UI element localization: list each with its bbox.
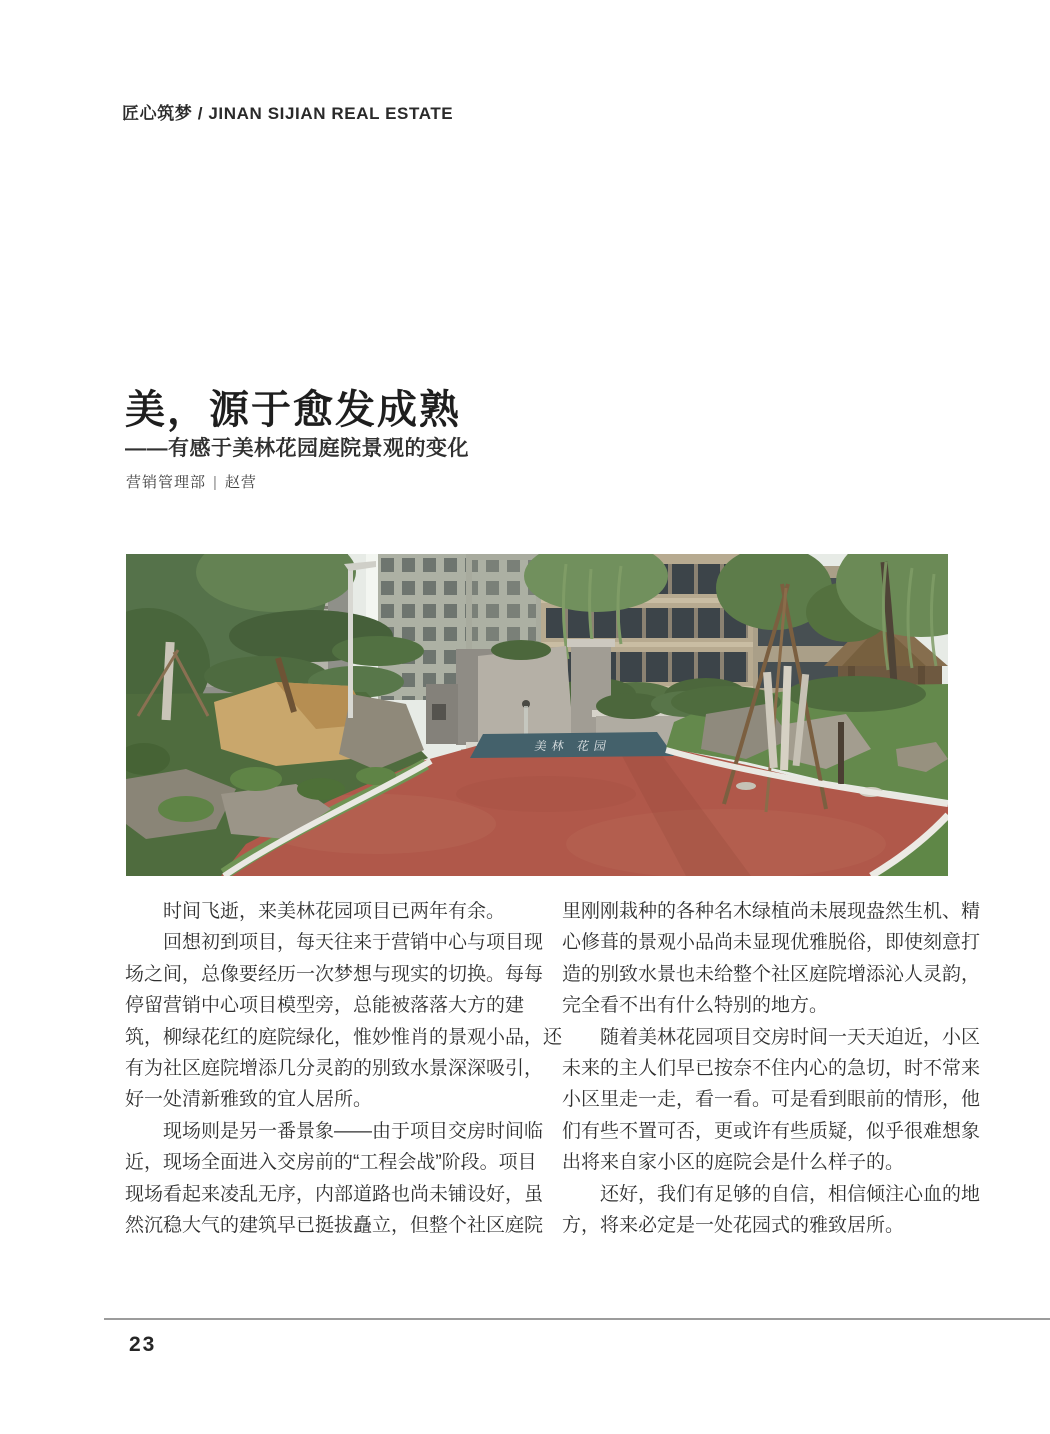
article-subtitle: ——有感于美林花园庭院景观的变化	[125, 437, 469, 460]
body-text-line: 们有些不置可否，更或许有些质疑，似乎很难想象	[562, 1120, 981, 1142]
body-text-line: 近，现场全面进入交房前的“工程会战”阶段。项目	[125, 1152, 537, 1174]
footer-rule	[104, 1318, 1050, 1320]
body-text-line: 现场则是另一番景象——由于项目交房时间临	[125, 1120, 544, 1142]
courtyard-photo	[126, 554, 948, 876]
courtyard-photo-illustration	[126, 554, 948, 876]
body-column-left	[125, 896, 563, 1241]
body-text-line: 有为社区庭院增添几分灵韵的别致水景深深吸引，	[125, 1057, 544, 1079]
page-number: 23	[129, 1333, 157, 1356]
byline-separator: |	[213, 474, 218, 491]
byline-department: 营销管理部	[126, 474, 207, 491]
body-text-line: 回想初到项目，每天往来于营销中心与项目现	[125, 932, 544, 954]
body-text-line: 里刚刚栽种的各种名木绿植尚未展现盎然生机、精	[562, 901, 981, 922]
article-title: 美，源于愈发成熟	[125, 387, 461, 432]
body-text-line: 方，将来必定是一处花园式的雅致居所。	[562, 1214, 905, 1236]
body-text-line: 好一处清新雅致的宜人居所。	[125, 1089, 373, 1111]
body-text-line: 完全看不出有什么特别的地方。	[562, 995, 829, 1017]
page-header-label: 匠心筑梦 / JINAN SIJIAN REAL ESTATE	[122, 104, 454, 123]
body-text-line: 然沉稳大气的建筑早已挺拔矗立，但整个社区庭院	[125, 1214, 544, 1236]
body-text-line: 场之间，总像要经历一次梦想与现实的切换。每每	[125, 963, 544, 985]
body-text-line: 时间飞逝，来美林花园项目已两年有余。	[125, 901, 506, 922]
body-text-line: 还好，我们有足够的自信，相信倾注心血的地	[562, 1183, 981, 1205]
body-text-line: 随着美林花园项目交房时间一天天迫近，小区	[562, 1026, 981, 1048]
body-text-line: 现场看起来凌乱无序，内部道路也尚未铺设好，虽	[125, 1183, 544, 1205]
byline-author: 赵营	[224, 474, 257, 491]
pavement-sign-text: 美林 花园	[533, 739, 613, 753]
body-text-line: 停留营销中心项目模型旁，总能被落落大方的建	[125, 995, 525, 1017]
body-text-line: 小区里走一走，看一看。可是看到眼前的情形，他	[562, 1089, 981, 1111]
body-text-line: 造的别致水景也未给整个社区庭院增添沁人灵韵，	[562, 963, 981, 985]
body-column-right	[562, 896, 981, 1241]
body-text-line: 筑，柳绿花红的庭院绿化，惟妙惟肖的景观小品，还	[125, 1026, 563, 1048]
body-text-line: 未来的主人们早已按奈不住内心的急切，时不常来	[562, 1057, 981, 1079]
byline	[126, 471, 257, 492]
body-text-line: 心修葺的景观小品尚未显现优雅脱俗，即使刻意打	[562, 932, 981, 954]
pavement-sign	[470, 732, 674, 758]
body-text-line: 出将来自家小区的庭院会是什么样子的。	[562, 1152, 905, 1174]
